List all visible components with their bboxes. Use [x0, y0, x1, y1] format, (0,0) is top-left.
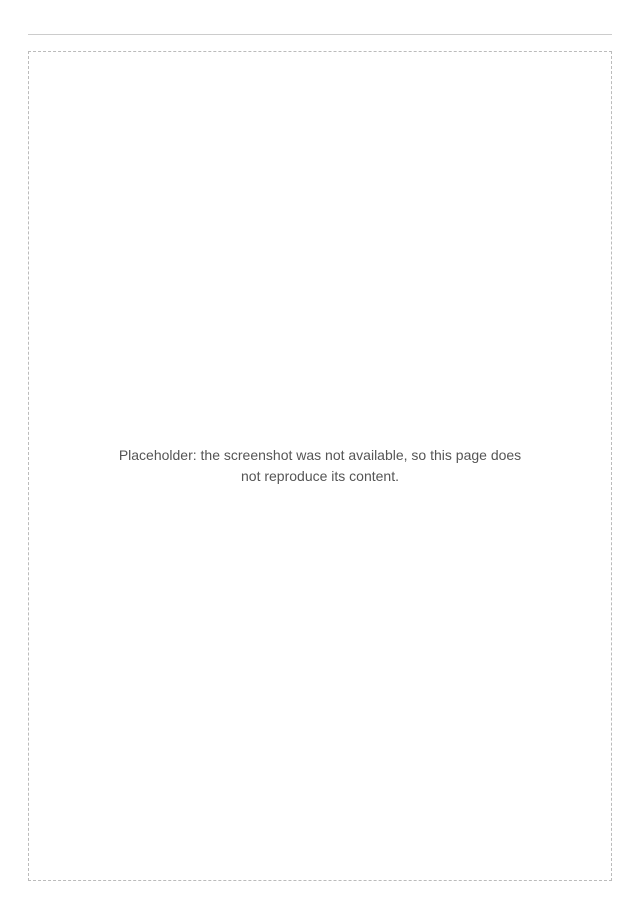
page-header — [28, 24, 612, 35]
page-body — [28, 51, 612, 881]
placeholder-notice: Placeholder: the screenshot was not available, so this page does not reproduce its content. — [118, 447, 522, 484]
